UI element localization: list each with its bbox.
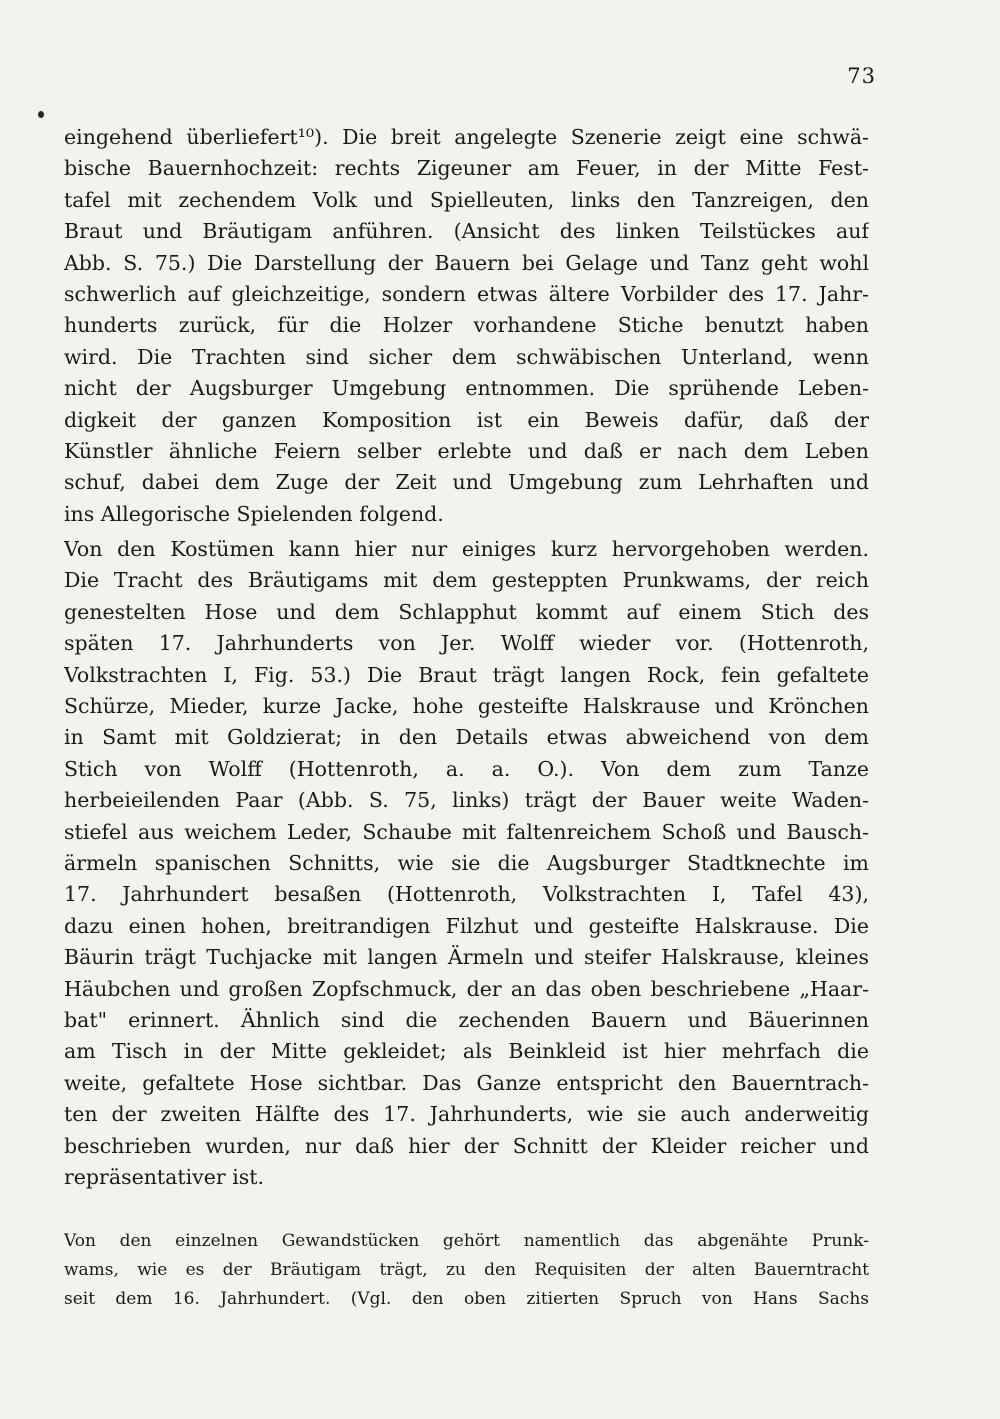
footnote-line: wams, wie es der Bräutigam trägt, zu den Requisiten der alten Bauerntracht — [64, 1260, 869, 1280]
print-speck — [38, 111, 44, 118]
text-line: schuf, dabei dem Zuge der Zeit und Umgebung zum Lehrhaften und — [64, 470, 869, 495]
text-line: tafel mit zechendem Volk und Spielleuten, links den Tanzreigen, den — [64, 187, 869, 212]
page-number: 73 — [847, 64, 876, 88]
text-line: wird. Die Trachten sind sicher dem schwäbischen Unterland, wenn — [64, 344, 869, 369]
text-line: schwerlich auf gleichzeitige, sondern etwas ältere Vorbilder des 17. Jahr- — [64, 281, 869, 306]
footnote-line: Von den einzelnen Gewandstücken gehört namentlich das abgenähte Prunk- — [64, 1231, 869, 1251]
text-line: herbeieilenden Paar (Abb. S. 75, links) trägt der Bauer weite Waden- — [64, 788, 869, 813]
footnote-line: seit dem 16. Jahrhundert. (Vgl. den oben zitierten Spruch von Hans Sachs — [64, 1289, 869, 1309]
text-line: digkeit der ganzen Komposition ist ein Beweis dafür, daß der — [64, 407, 869, 432]
text-line: weite, gefaltete Hose sichtbar. Das Ganze entspricht den Bauerntrach- — [64, 1070, 869, 1095]
text-line: Bäurin trägt Tuchjacke mit langen Ärmeln und steifer Halskrause, kleines — [64, 945, 869, 970]
text-line: eingehend überliefert¹⁰). Die breit angelegte Szenerie zeigt eine schwä- — [64, 125, 869, 149]
text-line: ärmeln spanischen Schnitts, wie sie die Augsburger Stadtknechte im — [64, 850, 869, 875]
text-line: bat" erinnert. Ähnlich sind die zechenden Bauern und Bäuerinnen — [64, 1007, 869, 1032]
text-line: Stich von Wolff (Hottenroth, a. a. O.). Von dem zum Tanze — [64, 756, 869, 781]
text-line: Von den Kostümen kann hier nur einiges kurz hervorgehoben werden. — [64, 537, 869, 562]
text-line: ten der zweiten Hälfte des 17. Jahrhunderts, wie sie auch anderweitig — [64, 1102, 869, 1127]
text-line: 17. Jahrhundert besaßen (Hottenroth, Volkstrachten I, Tafel 43), — [64, 882, 869, 907]
text-line: stiefel aus weichem Leder, Schaube mit faltenreichem Schoß und Bausch- — [64, 819, 869, 844]
main-text — [64, 122, 869, 1193]
text-line: späten 17. Jahrhunderts von Jer. Wolff wieder vor. (Hottenroth, — [64, 631, 869, 656]
text-line: beschrieben wurden, nur daß hier der Schnitt der Kleider reicher und — [64, 1133, 869, 1158]
text-line: Künstler ähnliche Feiern selber erlebte und daß er nach dem Leben — [64, 438, 869, 463]
text-line: genestelten Hose und dem Schlapphut kommt auf einem Stich des — [64, 599, 869, 624]
text-line: bische Bauernhochzeit: rechts Zigeuner am Feuer, in der Mitte Fest- — [64, 156, 869, 181]
text-line: nicht der Augsburger Umgebung entnommen. Die sprühende Leben- — [64, 376, 869, 401]
text-line: am Tisch in der Mitte gekleidet; als Beinkleid ist hier mehrfach die — [64, 1039, 869, 1064]
text-line: ins Allegorische Spielenden folgend. — [64, 501, 444, 526]
text-line: Häubchen und großen Zopfschmuck, der an das oben beschriebene „Haar- — [64, 976, 869, 1001]
text-line: Schürze, Mieder, kurze Jacke, hohe gesteifte Halskrause und Krönchen — [64, 694, 869, 719]
text-line: Abb. S. 75.) Die Darstellung der Bauern bei Gelage und Tanz geht wohl — [64, 250, 869, 275]
text-line: dazu einen hohen, breitrandigen Filzhut und gesteifte Halskrause. Die — [64, 913, 869, 938]
footnote — [64, 1227, 869, 1314]
text-line: Die Tracht des Bräutigams mit dem gesteppten Prunkwams, der reich — [64, 568, 869, 593]
text-line: in Samt mit Goldzierat; in den Details etwas abweichend von dem — [64, 725, 869, 750]
text-line: hunderts zurück, für die Holzer vorhandene Stiche benutzt haben — [64, 313, 869, 338]
text-line: repräsentativer ist. — [64, 1164, 265, 1189]
text-line: Volkstrachten I, Fig. 53.) Die Braut trägt langen Rock, fein gefaltete — [64, 662, 869, 687]
text-line: Braut und Bräutigam anführen. (Ansicht des linken Teilstückes auf — [64, 219, 869, 244]
